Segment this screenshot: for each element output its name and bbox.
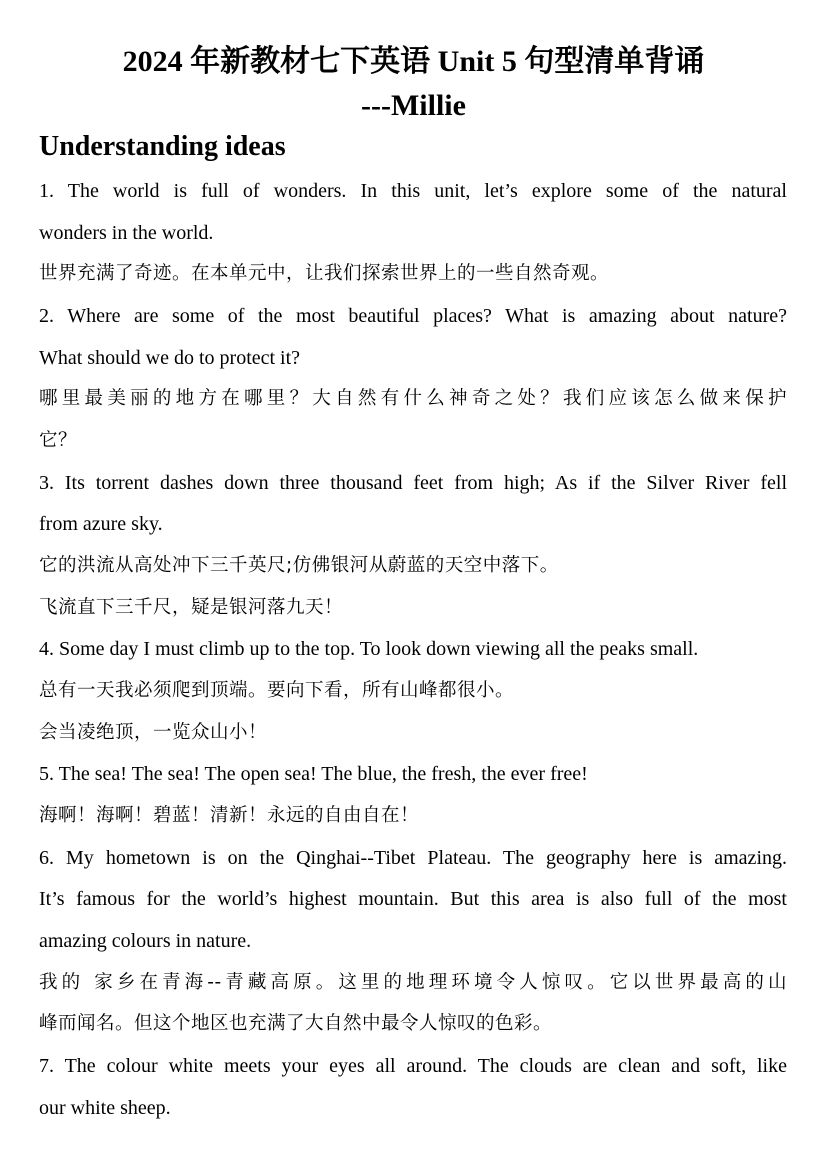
text-line-chinese: 它？ bbox=[39, 430, 78, 451]
text-line-chinese: 哪里最美丽的地方在哪里？大自然有什么神奇之处？我们应该怎么做来保护 bbox=[39, 388, 787, 409]
text-line-chinese: 总有一天我必须爬到顶端。要向下看，所有山峰都很小。 bbox=[39, 680, 515, 701]
text-line: 2. Where are some of the most beautiful places? What is amazing about nature? bbox=[39, 305, 787, 327]
text-line: our white sheep. bbox=[39, 1097, 171, 1119]
text-line: 5. The sea! The sea! The open sea! The blue, the fresh, the ever free! bbox=[39, 763, 588, 785]
text-line: 3. Its torrent dashes down three thousand feet from high; As if the Silver River fell bbox=[39, 472, 787, 494]
text-line: 4. Some day I must climb up to the top. To look down viewing all the peaks small. bbox=[39, 638, 699, 660]
document-title: 2024 年新教材七下英语 Unit 5 句型清单背诵 bbox=[122, 45, 705, 78]
text-line: amazing colours in nature. bbox=[39, 930, 252, 952]
text-line: 7. The colour white meets your eyes all around. The clouds are clean and soft, like bbox=[39, 1055, 787, 1077]
text-line-chinese: 它的洪流从高处冲下三千英尺;仿佛银河从蔚蓝的天空中落下。 bbox=[39, 555, 559, 576]
text-line: What should we do to protect it? bbox=[39, 347, 301, 369]
document-author: ---Millie bbox=[361, 89, 466, 122]
text-line: It’s famous for the world’s highest mountain. But this area is also full of the most bbox=[39, 888, 787, 910]
text-line: 6. My hometown is on the Qinghai--Tibet Plateau. The geography here is amazing. bbox=[39, 847, 787, 869]
text-line: 1. The world is full of wonders. In this unit, let’s explore some of the natural bbox=[39, 180, 787, 202]
text-line-chinese: 我的 家乡在青海--青藏高原。这里的地理环境令人惊叹。它以世界最高的山 bbox=[39, 972, 787, 993]
text-line: from azure sky. bbox=[39, 513, 163, 535]
text-line-chinese: 会当凌绝顶，一览众山小！ bbox=[39, 722, 268, 743]
text-line: wonders in the world. bbox=[39, 222, 214, 244]
text-line-chinese: 世界充满了奇迹。在本单元中，让我们探索世界上的一些自然奇观。 bbox=[39, 263, 610, 284]
text-line-chinese: 海啊！海啊！碧蓝！清新！永远的自由自在！ bbox=[39, 805, 420, 826]
text-line-chinese: 飞流直下三千尺，疑是银河落九天！ bbox=[39, 597, 344, 618]
text-line-chinese: 峰而闻名。但这个地区也充满了大自然中最令人惊叹的色彩。 bbox=[39, 1013, 553, 1034]
section-heading: Understanding ideas bbox=[39, 131, 286, 162]
